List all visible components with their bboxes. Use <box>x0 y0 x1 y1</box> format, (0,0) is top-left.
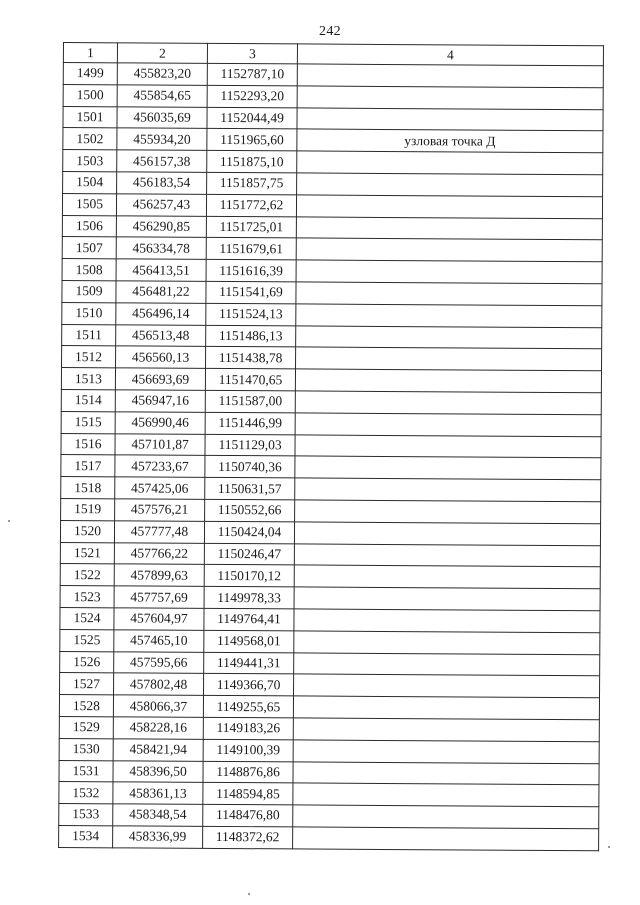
scan-speck <box>8 520 10 522</box>
cell-x-coordinate: 456183,54 <box>117 172 207 194</box>
cell-note <box>295 391 601 415</box>
cell-note <box>293 827 599 851</box>
cell-x-coordinate: 456257,43 <box>116 194 206 216</box>
cell-note <box>293 718 599 742</box>
cell-point-number: 1519 <box>61 498 115 520</box>
cell-note <box>294 587 600 611</box>
cell-x-coordinate: 455823,20 <box>117 63 207 85</box>
cell-x-coordinate: 458396,50 <box>113 760 203 782</box>
cell-x-coordinate: 455934,20 <box>117 128 207 150</box>
cell-point-number: 1509 <box>62 280 116 302</box>
cell-point-number: 1505 <box>62 193 116 215</box>
cell-point-number: 1515 <box>61 411 115 433</box>
cell-y-coordinate: 1150740,36 <box>205 456 295 478</box>
cell-note <box>293 783 599 807</box>
scan-speck <box>608 846 610 848</box>
cell-y-coordinate: 1149366,70 <box>204 674 294 696</box>
cell-point-number: 1514 <box>61 389 115 411</box>
cell-x-coordinate: 458336,99 <box>113 826 203 848</box>
cell-x-coordinate: 458066,37 <box>113 695 203 717</box>
cell-x-coordinate: 457604,97 <box>114 608 204 630</box>
cell-y-coordinate: 1151438,78 <box>206 347 296 369</box>
cell-y-coordinate: 1149568,01 <box>204 630 294 652</box>
cell-point-number: 1507 <box>62 237 116 259</box>
cell-note <box>295 369 601 393</box>
cell-y-coordinate: 1150246,47 <box>204 543 294 565</box>
cell-x-coordinate: 457233,67 <box>115 455 205 477</box>
cell-y-coordinate: 1149764,41 <box>204 608 294 630</box>
cell-y-coordinate: 1151446,99 <box>205 412 295 434</box>
cell-point-number: 1504 <box>63 171 117 193</box>
cell-point-number: 1530 <box>59 738 113 760</box>
coordinates-table <box>58 42 604 851</box>
cell-note <box>297 64 603 88</box>
cell-y-coordinate: 1148476,80 <box>203 804 293 826</box>
cell-x-coordinate: 457465,10 <box>114 630 204 652</box>
cell-x-coordinate: 456157,38 <box>117 150 207 172</box>
cell-x-coordinate: 457576,21 <box>115 499 205 521</box>
cell-point-number: 1516 <box>61 433 115 455</box>
cell-point-number: 1531 <box>59 760 113 782</box>
cell-y-coordinate: 1151679,61 <box>206 238 296 260</box>
cell-x-coordinate: 457595,66 <box>114 651 204 673</box>
cell-y-coordinate: 1151772,62 <box>206 194 296 216</box>
cell-y-coordinate: 1148876,86 <box>203 761 293 783</box>
cell-y-coordinate: 1149183,26 <box>203 717 293 739</box>
cell-x-coordinate: 456290,85 <box>116 215 206 237</box>
cell-y-coordinate: 1149255,65 <box>203 695 293 717</box>
cell-point-number: 1517 <box>61 455 115 477</box>
cell-y-coordinate: 1150631,57 <box>205 478 295 500</box>
cell-y-coordinate: 1148594,85 <box>203 783 293 805</box>
cell-x-coordinate: 456990,46 <box>115 412 205 434</box>
cell-note <box>296 304 602 328</box>
cell-note <box>293 805 599 829</box>
cell-note <box>296 325 602 349</box>
cell-note <box>294 609 600 633</box>
cell-note <box>294 631 600 655</box>
cell-y-coordinate: 1149441,31 <box>204 652 294 674</box>
cell-point-number: 1525 <box>60 629 114 651</box>
cell-point-number: 1529 <box>59 716 113 738</box>
cell-point-number: 1503 <box>63 150 117 172</box>
cell-y-coordinate: 1151587,00 <box>205 390 295 412</box>
cell-y-coordinate: 1151725,01 <box>206 216 296 238</box>
cell-note <box>297 151 603 175</box>
cell-note <box>294 674 600 698</box>
cell-y-coordinate: 1151486,13 <box>206 325 296 347</box>
cell-point-number: 1502 <box>63 128 117 150</box>
cell-x-coordinate: 457777,48 <box>114 521 204 543</box>
cell-point-number: 1532 <box>59 782 113 804</box>
cell-note <box>294 652 600 676</box>
cell-x-coordinate: 458361,13 <box>113 782 203 804</box>
cell-x-coordinate: 457766,22 <box>114 542 204 564</box>
cell-point-number: 1511 <box>62 324 116 346</box>
cell-point-number: 1521 <box>60 542 114 564</box>
cell-y-coordinate: 1152293,20 <box>207 85 297 107</box>
column-header-point: 1 <box>63 43 117 63</box>
cell-point-number: 1500 <box>63 84 117 106</box>
cell-note: узловая точка Д <box>297 129 603 153</box>
cell-x-coordinate: 456513,48 <box>116 324 206 346</box>
cell-note <box>296 260 602 284</box>
cell-note <box>295 478 601 502</box>
cell-note <box>295 413 601 437</box>
cell-note <box>296 282 602 306</box>
cell-y-coordinate: 1151541,69 <box>206 281 296 303</box>
page-number: 242 <box>319 24 341 39</box>
cell-y-coordinate: 1152787,10 <box>207 63 297 85</box>
cell-y-coordinate: 1151857,75 <box>207 172 297 194</box>
cell-point-number: 1510 <box>62 302 116 324</box>
cell-note <box>294 543 600 567</box>
cell-y-coordinate: 1151616,39 <box>206 260 296 282</box>
cell-x-coordinate: 457101,87 <box>115 433 205 455</box>
cell-y-coordinate: 1151875,10 <box>207 151 297 173</box>
cell-x-coordinate: 456560,13 <box>116 346 206 368</box>
cell-note <box>293 696 599 720</box>
cell-x-coordinate: 457425,06 <box>115 477 205 499</box>
table-row <box>59 825 599 850</box>
cell-point-number: 1518 <box>61 477 115 499</box>
cell-point-number: 1526 <box>60 651 114 673</box>
cell-y-coordinate: 1148372,62 <box>203 826 293 848</box>
cell-point-number: 1527 <box>60 673 114 695</box>
cell-note <box>296 195 602 219</box>
cell-point-number: 1512 <box>62 346 116 368</box>
cell-x-coordinate: 456334,78 <box>116 237 206 259</box>
cell-point-number: 1528 <box>59 695 113 717</box>
cell-point-number: 1501 <box>63 106 117 128</box>
cell-note <box>294 565 600 589</box>
cell-point-number: 1513 <box>61 368 115 390</box>
cell-x-coordinate: 456035,69 <box>117 106 207 128</box>
cell-y-coordinate: 1150552,66 <box>205 499 295 521</box>
column-header-y: 3 <box>207 43 297 64</box>
cell-point-number: 1524 <box>60 607 114 629</box>
column-header-note: 4 <box>297 44 603 66</box>
cell-point-number: 1533 <box>59 804 113 826</box>
cell-point-number: 1534 <box>59 825 113 847</box>
scan-speck <box>248 893 250 895</box>
cell-x-coordinate: 457899,63 <box>114 564 204 586</box>
cell-point-number: 1522 <box>60 564 114 586</box>
cell-x-coordinate: 456413,51 <box>116 259 206 281</box>
cell-note <box>294 522 600 546</box>
cell-note <box>297 173 603 197</box>
table-body <box>59 63 604 851</box>
cell-y-coordinate: 1150424,04 <box>204 521 294 543</box>
cell-note <box>293 740 599 764</box>
cell-x-coordinate: 456496,14 <box>116 303 206 325</box>
cell-note <box>297 108 603 132</box>
cell-note <box>296 217 602 241</box>
cell-point-number: 1508 <box>62 259 116 281</box>
cell-y-coordinate: 1151470,65 <box>205 369 295 391</box>
column-header-x: 2 <box>117 43 207 64</box>
cell-y-coordinate: 1151965,60 <box>207 129 297 151</box>
cell-y-coordinate: 1152044,49 <box>207 107 297 129</box>
cell-note <box>297 86 603 110</box>
cell-y-coordinate: 1150170,12 <box>204 565 294 587</box>
cell-point-number: 1520 <box>60 520 114 542</box>
cell-note <box>295 434 601 458</box>
cell-x-coordinate: 456481,22 <box>116 281 206 303</box>
cell-x-coordinate: 455854,65 <box>117 85 207 107</box>
cell-y-coordinate: 1151129,03 <box>205 434 295 456</box>
cell-y-coordinate: 1149100,39 <box>203 739 293 761</box>
cell-x-coordinate: 458421,94 <box>113 739 203 761</box>
cell-x-coordinate: 458348,54 <box>113 804 203 826</box>
cell-note <box>296 347 602 371</box>
cell-y-coordinate: 1149978,33 <box>204 586 294 608</box>
cell-note <box>293 761 599 785</box>
cell-x-coordinate: 458228,16 <box>113 717 203 739</box>
cell-note <box>295 500 601 524</box>
cell-note <box>296 238 602 262</box>
cell-point-number: 1499 <box>63 63 117 85</box>
cell-note <box>295 456 601 480</box>
cell-x-coordinate: 457802,48 <box>114 673 204 695</box>
cell-point-number: 1506 <box>62 215 116 237</box>
cell-x-coordinate: 457757,69 <box>114 586 204 608</box>
cell-point-number: 1523 <box>60 586 114 608</box>
cell-x-coordinate: 456947,16 <box>115 390 205 412</box>
cell-x-coordinate: 456693,69 <box>115 368 205 390</box>
cell-y-coordinate: 1151524,13 <box>206 303 296 325</box>
